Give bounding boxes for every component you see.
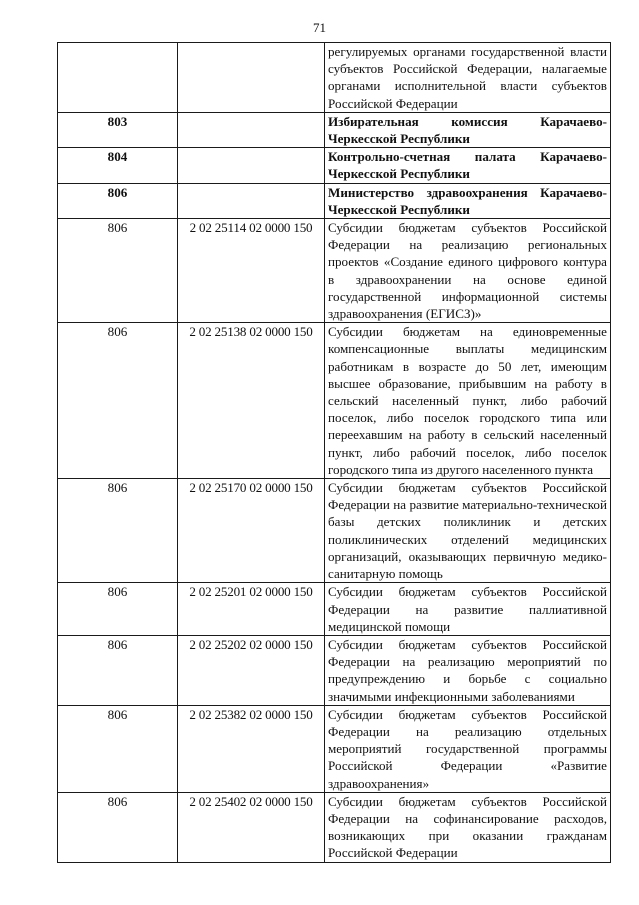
organization-name-cell: [325, 148, 611, 183]
revenue-code-cell: 2 02 25201 02 0000 150: [178, 583, 325, 636]
description-text: Субсидии бюджетам субъектов Российской Федерации на реализацию региональных проектов «Создание единого цифрового контура в здравоохранении на основе единой государственной информационной системы здравоохранения (ЕГИСЗ)»: [328, 220, 607, 322]
revenue-name-cell: [325, 583, 611, 636]
description-text: регулируемых органами государственной власти субъектов Российской Федерации, налагаемые органами исполнительной власти субъектов Российской Федерации: [328, 44, 607, 111]
table-row: [58, 43, 611, 113]
admin-code-cell: 806: [58, 183, 178, 218]
table-row: [58, 705, 611, 792]
page-number: 71: [313, 20, 326, 35]
organization-name-cell: [325, 183, 611, 218]
organization-name-cell: [325, 112, 611, 147]
revenue-code-cell: 2 02 25402 02 0000 150: [178, 792, 325, 862]
table-row: [58, 792, 611, 862]
revenue-name-cell: [325, 792, 611, 862]
admin-code-cell: 806: [58, 323, 178, 479]
revenue-code-cell: 2 02 25114 02 0000 150: [178, 219, 325, 323]
description-text: Субсидии бюджетам субъектов Российской Федерации на развитие паллиативной медицинской помощи: [328, 584, 607, 634]
description-text: Субсидии бюджетам субъектов Российской Федерации на реализацию мероприятий по предупреждению и борьбе с социально значимыми инфекционными заболеваниями: [328, 636, 607, 704]
description-text: Избирательная комиссия Карачаево-Черкесской Республики: [328, 113, 607, 147]
table-row: [58, 583, 611, 636]
revenue-code-cell: 2 02 25202 02 0000 150: [178, 635, 325, 705]
table-row-organization: [58, 183, 611, 218]
table-row: [58, 219, 611, 323]
admin-code-cell: [58, 43, 178, 113]
table-row: [58, 635, 611, 705]
admin-code-cell: 806: [58, 583, 178, 636]
admin-code-cell: 806: [58, 635, 178, 705]
description-text: Субсидии бюджетам субъектов Российской Федерации на развитие материально-технической базы детских поликлиник и детских поликлинических отделений медицинских организаций, оказывающих первичную медико-санитарную помощь: [328, 480, 607, 582]
revenue-code-cell: 2 02 25138 02 0000 150: [178, 323, 325, 479]
revenue-name-cell: [325, 219, 611, 323]
admin-code-cell: 806: [58, 219, 178, 323]
table-row: [58, 323, 611, 479]
description-text: Субсидии бюджетам субъектов Российской Федерации на софинансирование расходов, возникающих при оказании гражданам Российской Федерации: [328, 793, 607, 861]
admin-code-cell: 804: [58, 148, 178, 183]
admin-code-cell: 806: [58, 792, 178, 862]
revenue-name-cell: [325, 635, 611, 705]
revenue-name-cell: [325, 479, 611, 583]
revenue-name-cell: [325, 43, 611, 113]
description-text: Субсидии бюджетам субъектов Российской Федерации на реализацию отдельных мероприятий государственной программы Российской Федерации «Развитие здравоохранения»: [328, 706, 607, 791]
budget-classification-table: [57, 42, 611, 863]
description-text: Контрольно-счетная палата Карачаево-Черкесской Республики: [328, 149, 607, 182]
revenue-name-cell: [325, 323, 611, 479]
admin-code-cell: 806: [58, 705, 178, 792]
description-text: Субсидии бюджетам на единовременные компенсационные выплаты медицинским работникам в возрасте до 50 лет, имеющим высшее образование, прибывшим на работу в сельский населенный пункт, либо рабочий поселок, либо поселок городского типа или переехавшим на работу в сельский населенный пункт, либо рабочий поселок, либо поселок городского типа из другого населенного пункта: [328, 324, 607, 477]
revenue-code-cell: [178, 183, 325, 218]
revenue-code-cell: 2 02 25170 02 0000 150: [178, 479, 325, 583]
table-body: [58, 43, 611, 863]
revenue-name-cell: [325, 705, 611, 792]
revenue-code-cell: [178, 112, 325, 147]
revenue-code-cell: [178, 43, 325, 113]
table-row: [58, 479, 611, 583]
table-row-organization: [58, 148, 611, 183]
description-text: Министерство здравоохранения Карачаево-Черкесской Республики: [328, 184, 607, 217]
revenue-code-cell: 2 02 25382 02 0000 150: [178, 705, 325, 792]
admin-code-cell: 803: [58, 112, 178, 147]
revenue-code-cell: [178, 148, 325, 183]
table-row-organization: [58, 112, 611, 147]
admin-code-cell: 806: [58, 479, 178, 583]
